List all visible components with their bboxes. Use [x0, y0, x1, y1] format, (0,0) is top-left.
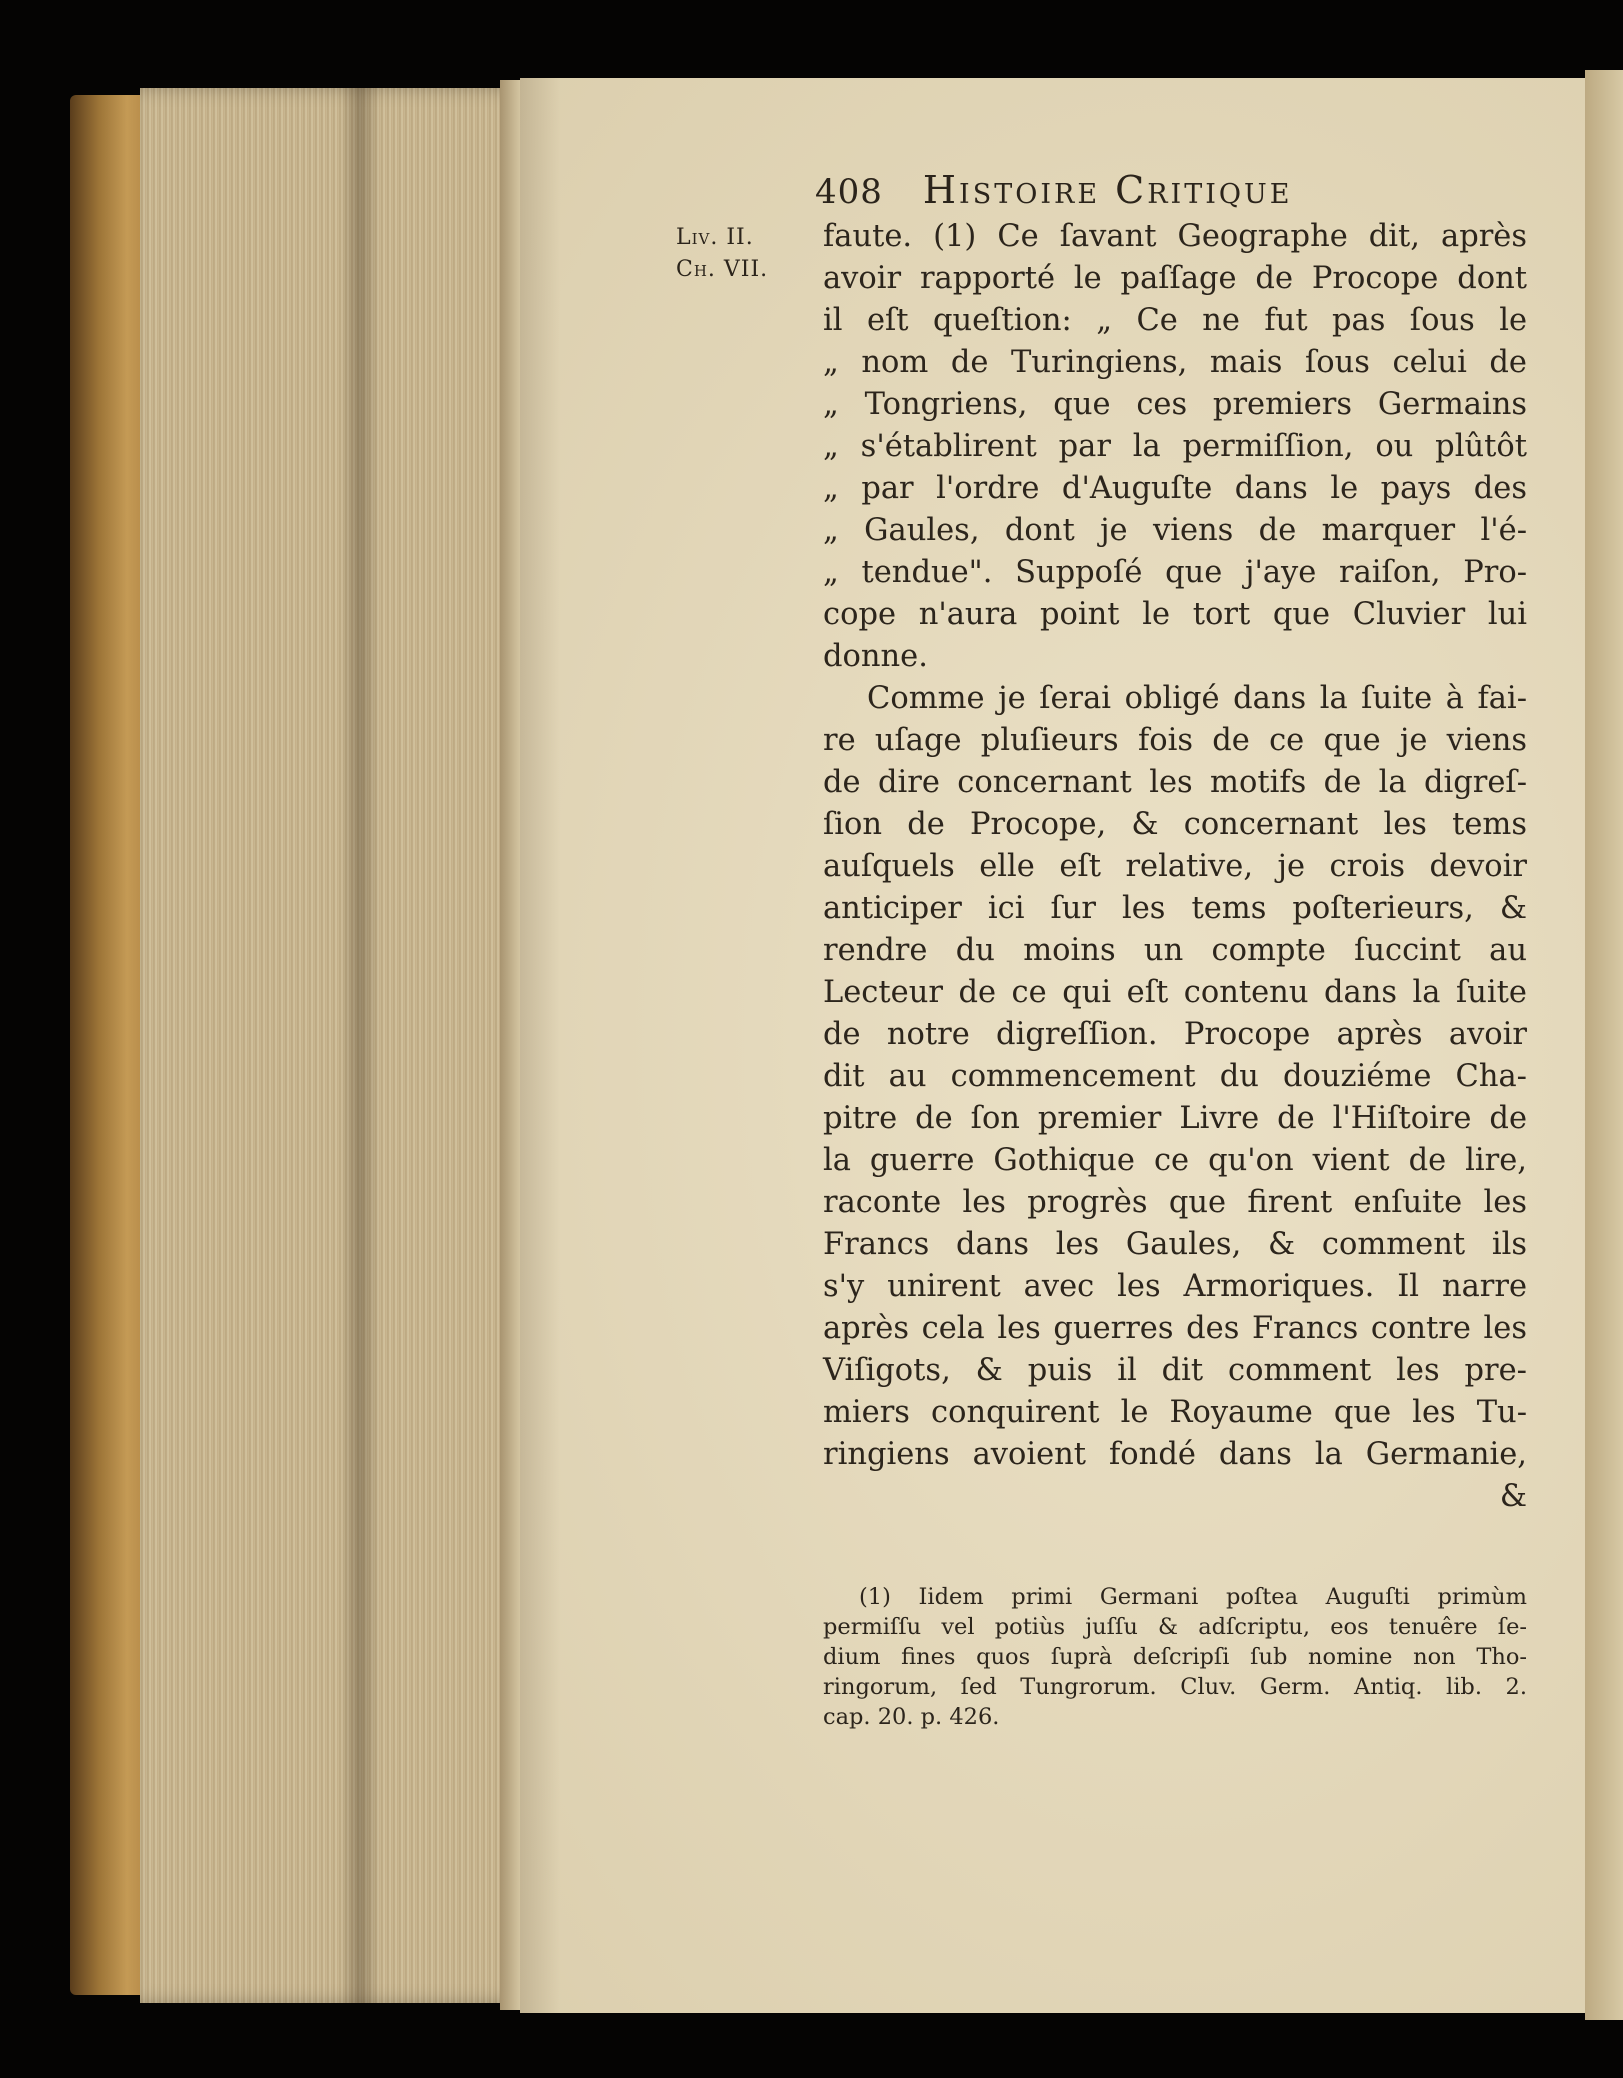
- text-line: donne.: [823, 639, 928, 674]
- text-line: dit au commencement du douziéme Cha-: [823, 1059, 1527, 1094]
- text-line: „ Gaules, dont je viens de marquer l'é-: [823, 513, 1527, 548]
- text-line: faute. (1) Ce ſavant Geographe dit, après: [823, 219, 1527, 254]
- footnote-line: cap. 20. p. 426.: [823, 1704, 1000, 1730]
- page-block-edges: [140, 88, 525, 2003]
- catchword: &: [1499, 1479, 1527, 1514]
- text-line: de notre digreſſion. Procope après avoir: [823, 1017, 1527, 1052]
- footnote-line: (1) Iidem primi Germani poſtea Auguſti primùm: [859, 1584, 1527, 1610]
- text-line: cope n'aura point le tort que Cluvier lui: [823, 597, 1527, 632]
- text-line: Lecteur de ce qui eſt contenu dans la ſuite: [823, 975, 1527, 1010]
- text-line: raconte les progrès que firent enſuite les: [823, 1185, 1527, 1220]
- text-line: anticiper ici ſur les tems poſterieurs, &: [823, 891, 1527, 926]
- page-header: [815, 168, 1445, 218]
- text-line: auſquels elle eſt relative, je crois devoir: [823, 849, 1527, 884]
- text-line: Viſigots, & puis il dit comment les pre-: [823, 1353, 1527, 1388]
- footnote-line: dium fines quos ſuprà deſcripſi ſub nomine non Tho-: [823, 1644, 1527, 1670]
- text-line: Comme je ſerai obligé dans la ſuite à fai-: [867, 681, 1527, 716]
- page-gutter: [500, 80, 522, 2010]
- running-title: Histoire Critique: [922, 168, 1293, 212]
- text-line: de dire concernant les motifs de la digreſ-: [823, 765, 1527, 800]
- text-line: „ par l'ordre d'Auguſte dans le pays des: [823, 471, 1527, 506]
- text-line: „ Tongriens, que ces premiers Germains: [823, 387, 1527, 422]
- footnote-line: permiſſu vel potiùs juſſu & adſcriptu, eos tenuêre ſe-: [823, 1614, 1527, 1640]
- footnote: [823, 1582, 1527, 1732]
- text-line: ringiens avoient fondé dans la Germanie,: [823, 1437, 1527, 1472]
- text-line: avoir rapporté le paſſage de Procope dont: [823, 261, 1527, 296]
- text-line: il eſt queſtion: „ Ce ne fut pas ſous le: [823, 303, 1527, 338]
- facing-page-edge: [1585, 70, 1623, 2020]
- body-text: [823, 216, 1527, 1518]
- text-line: ſion de Procope, & concernant les tems: [823, 807, 1527, 842]
- text-line: la guerre Gothique ce qu'on vient de lire,: [823, 1143, 1527, 1178]
- margin-note-book: Liv. II.: [676, 225, 754, 250]
- page-number: 408: [815, 172, 883, 212]
- text-line: s'y unirent avec les Armoriques. Il narre: [823, 1269, 1527, 1304]
- text-line: „ nom de Turingiens, mais ſous celui de: [823, 345, 1527, 380]
- text-line: après cela les guerres des Francs contre les: [823, 1311, 1527, 1346]
- text-line: „ s'établirent par la permiſſion, ou plûtôt: [823, 429, 1527, 464]
- text-line: „ tendue". Suppoſé que j'aye raiſon, Pro-: [823, 555, 1527, 590]
- text-line: Francs dans les Gaules, & comment ils: [823, 1227, 1527, 1262]
- text-line: re uſage pluſieurs fois de ce que je viens: [823, 723, 1527, 758]
- text-line: rendre du moins un compte ſuccint au: [823, 933, 1527, 968]
- page-block-shade: [340, 88, 380, 2003]
- text-line: pitre de ſon premier Livre de l'Hiſtoire de: [823, 1101, 1527, 1136]
- margin-note: [676, 222, 796, 286]
- footnote-line: ringorum, ſed Tungrorum. Cluv. Germ. Antiq. lib. 2.: [823, 1674, 1527, 1700]
- margin-note-chapter: Ch. VII.: [676, 257, 769, 282]
- text-line: miers conquirent le Royaume que les Tu-: [823, 1395, 1527, 1430]
